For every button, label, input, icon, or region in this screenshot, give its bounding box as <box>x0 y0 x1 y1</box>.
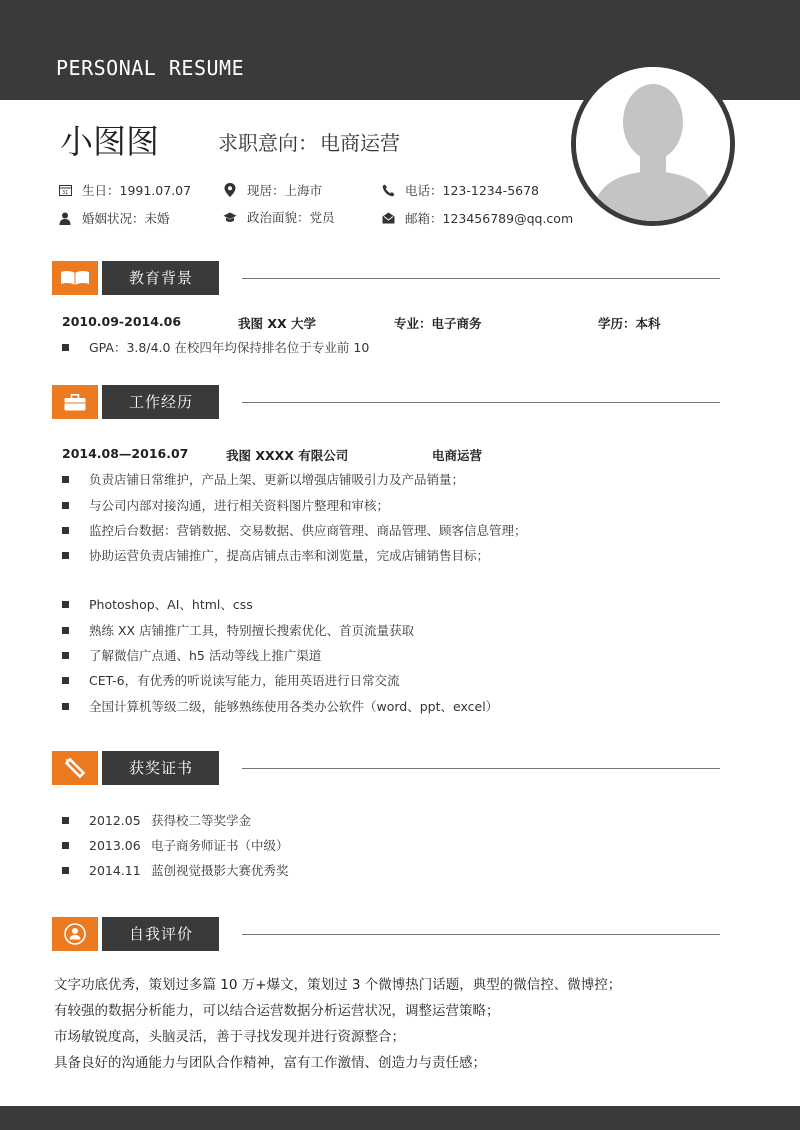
list-item: Photoshop、AI、html、css <box>62 596 702 614</box>
briefcase-icon <box>52 385 98 419</box>
self-eval-line: 具备良好的沟通能力与团队合作精神，富有工作激情、创造力与责任感； <box>54 1055 486 1071</box>
work-role: 电商运营 <box>432 448 483 463</box>
list-item: 2012.05 获得校二等奖学金 <box>62 812 702 830</box>
pencil-ruler-icon <box>52 751 98 785</box>
book-icon <box>52 261 98 295</box>
list-item: CET-6，有优秀的听说读写能力，能用英语进行日常交流 <box>62 672 702 690</box>
section-awards-header <box>52 751 720 785</box>
work-company: 我图 XXXX 有限公司 <box>226 448 349 463</box>
info-political-text: 政治面貌：党员 <box>247 210 335 225</box>
info-marital-text: 婚姻状况：未婚 <box>82 211 170 226</box>
profile-photo <box>571 62 735 226</box>
section-divider <box>242 934 720 935</box>
calendar-icon <box>58 183 72 197</box>
info-birthday <box>58 181 191 199</box>
avatar-silhouette-icon <box>576 67 730 221</box>
list-item: 2013.06 电子商务师证书（中级） <box>62 837 702 855</box>
envelope-icon <box>381 211 395 225</box>
info-location-text: 现居：上海市 <box>247 183 323 198</box>
self-eval-line: 文字功底优秀，策划过多篇 10 万+爆文，策划过 3 个微博热门话题，典型的微信控、微博控； <box>54 977 622 993</box>
section-work-title: 工作经历 <box>102 385 219 419</box>
education-major: 专业：电子商务 <box>394 316 482 331</box>
info-location <box>223 181 322 199</box>
user-circle-icon <box>52 917 98 951</box>
section-self-header <box>52 917 720 951</box>
section-education-title: 教育背景 <box>102 261 219 295</box>
info-phone-text: 电话：123-1234-5678 <box>405 183 540 198</box>
section-divider <box>242 278 720 279</box>
section-self-title: 自我评价 <box>102 917 219 951</box>
list-item: 与公司内部对接沟通，进行相关资料图片整理和审核； <box>62 497 702 515</box>
section-education-header <box>52 261 720 295</box>
work-period: 2014.08—2016.07 <box>62 446 189 461</box>
list-item: 协助运营负责店铺推广，提高店铺点击率和浏览量，完成店铺销售目标； <box>62 547 702 565</box>
candidate-name: 小图图 <box>60 122 159 161</box>
list-item: 负责店铺日常维护，产品上架、更新以增强店铺吸引力及产品销量； <box>62 471 702 489</box>
phone-icon <box>381 183 395 197</box>
section-divider <box>242 768 720 769</box>
location-pin-icon <box>223 183 237 197</box>
list-item: 熟练 XX 店铺推广工具，特别擅长搜索优化、首页流量获取 <box>62 622 702 640</box>
info-marital <box>58 209 170 227</box>
job-intent-label: 求职意向： <box>218 131 318 155</box>
job-intent <box>218 127 402 156</box>
resume-title: PERSONAL RESUME <box>56 56 245 80</box>
svg-text:31: 31 <box>61 190 68 196</box>
self-eval-line: 市场敏锐度高，头脑灵活，善于寻找发现并进行资源整合； <box>54 1029 405 1045</box>
list-item: GPA：3.8/4.0 在校四年均保持排名位于专业前 10 <box>62 339 702 357</box>
list-item: 2014.11 蓝创视觉摄影大赛优秀奖 <box>62 862 702 880</box>
list-item: 监控后台数据：营销数据、交易数据、供应商管理、商品管理、顾客信息管理； <box>62 522 702 540</box>
info-email <box>381 209 573 227</box>
info-email-text: 邮箱：123456789@qq.com <box>405 211 574 226</box>
bottom-banner <box>0 1106 800 1130</box>
info-political <box>223 208 335 226</box>
education-school: 我图 XX 大学 <box>238 316 316 331</box>
job-intent-value: 电商运营 <box>320 131 400 155</box>
education-degree: 学历：本科 <box>598 316 661 331</box>
section-work-header <box>52 385 720 419</box>
self-eval-line: 有较强的数据分析能力，可以结合运营数据分析运营状况，调整运营策略； <box>54 1003 500 1019</box>
person-icon <box>58 211 72 225</box>
section-divider <box>242 402 720 403</box>
graduation-cap-icon <box>223 210 237 224</box>
list-item: 了解微信广点通、h5 活动等线上推广渠道 <box>62 647 702 665</box>
list-item: 全国计算机等级二级，能够熟练使用各类办公软件（word、ppt、excel） <box>62 698 702 716</box>
education-period: 2010.09-2014.06 <box>62 314 182 329</box>
info-phone <box>381 181 539 199</box>
section-awards-title: 获奖证书 <box>102 751 219 785</box>
info-birthday-text: 生日：1991.07.07 <box>82 183 192 198</box>
